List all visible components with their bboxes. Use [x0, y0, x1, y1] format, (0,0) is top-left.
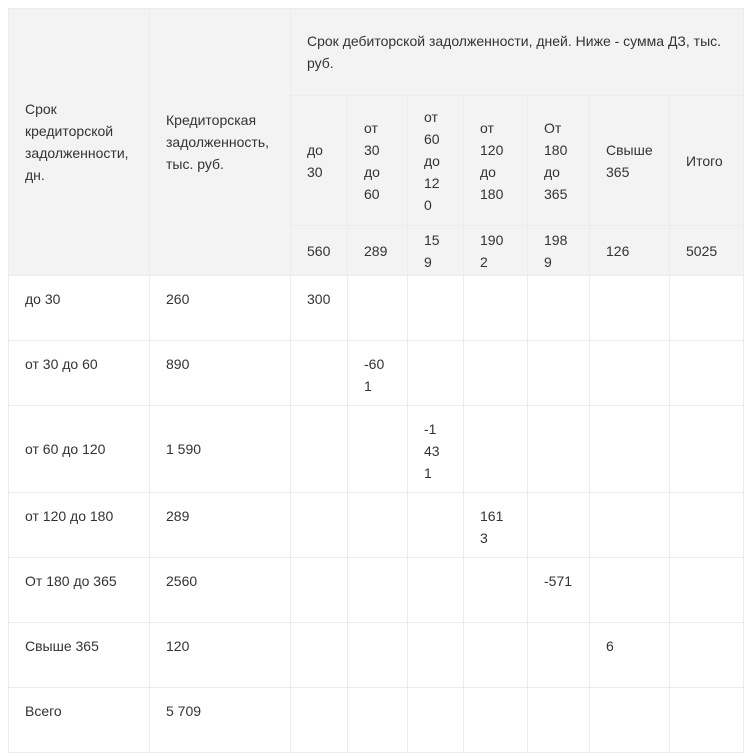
empty-cell [291, 688, 348, 753]
empty-cell [408, 341, 464, 406]
row-term: до 30 [9, 276, 150, 341]
table-row [9, 406, 744, 493]
empty-cell [590, 558, 670, 623]
receivables-payables-table-wrapper [8, 8, 743, 753]
table-row [9, 341, 744, 406]
period-total: 159 [408, 226, 464, 276]
empty-cell [464, 341, 528, 406]
empty-cell [670, 341, 744, 406]
empty-cell [528, 341, 590, 406]
empty-cell [348, 688, 408, 753]
table-row [9, 558, 744, 623]
row-term: Свыше 365 [9, 623, 150, 688]
empty-cell [464, 558, 528, 623]
empty-cell [670, 493, 744, 558]
empty-cell [528, 406, 590, 493]
table-row [9, 493, 744, 558]
period-total: 126 [590, 226, 670, 276]
row-value: 6 [590, 623, 670, 688]
empty-cell [348, 558, 408, 623]
table-row [9, 276, 744, 341]
header-creditor-term: Срок кредиторской задолженности, дн. [9, 9, 150, 276]
header-debtor-title: Срок дебиторской задолженности, дней. Ниже - сумма ДЗ, тыс. руб. [291, 9, 744, 96]
period-header: От 180 до 365 [528, 96, 590, 226]
empty-cell [291, 558, 348, 623]
row-amount: 260 [150, 276, 291, 341]
row-amount: 289 [150, 493, 291, 558]
empty-cell [528, 276, 590, 341]
row-amount: 890 [150, 341, 291, 406]
row-amount: 5 709 [150, 688, 291, 753]
row-term: От 180 до 365 [9, 558, 150, 623]
empty-cell [348, 406, 408, 493]
empty-cell [670, 558, 744, 623]
empty-cell [291, 341, 348, 406]
empty-cell [408, 493, 464, 558]
empty-cell [291, 623, 348, 688]
header-row-1 [9, 9, 744, 96]
period-total: 560 [291, 226, 348, 276]
empty-cell [528, 688, 590, 753]
row-term: Всего [9, 688, 150, 753]
empty-cell [670, 276, 744, 341]
row-value: -601 [348, 341, 408, 406]
row-value: -1 431 [408, 406, 464, 493]
row-amount: 120 [150, 623, 291, 688]
row-value: 1613 [464, 493, 528, 558]
row-term: от 30 до 60 [9, 341, 150, 406]
period-total: 5025 [670, 226, 744, 276]
row-term: от 120 до 180 [9, 493, 150, 558]
empty-cell [590, 341, 670, 406]
period-header: от 120 до 180 [464, 96, 528, 226]
period-header: Свыше 365 [590, 96, 670, 226]
period-total: 1989 [528, 226, 590, 276]
empty-cell [590, 688, 670, 753]
header-creditor-amount: Кредиторская задолженность, тыс. руб. [150, 9, 291, 276]
empty-cell [408, 688, 464, 753]
empty-cell [528, 493, 590, 558]
empty-cell [670, 688, 744, 753]
empty-cell [348, 276, 408, 341]
period-header: от 60 до 120 [408, 96, 464, 226]
receivables-payables-table [8, 8, 744, 753]
empty-cell [291, 406, 348, 493]
period-header: до 30 [291, 96, 348, 226]
empty-cell [590, 276, 670, 341]
table-row-total [9, 688, 744, 753]
empty-cell [464, 406, 528, 493]
empty-cell [348, 623, 408, 688]
row-amount: 2560 [150, 558, 291, 623]
empty-cell [464, 688, 528, 753]
empty-cell [348, 493, 408, 558]
empty-cell [408, 623, 464, 688]
empty-cell [590, 493, 670, 558]
row-value: -571 [528, 558, 590, 623]
empty-cell [464, 276, 528, 341]
empty-cell [670, 406, 744, 493]
row-value: 300 [291, 276, 348, 341]
empty-cell [670, 623, 744, 688]
empty-cell [408, 276, 464, 341]
row-term: от 60 до 120 [9, 406, 150, 493]
empty-cell [590, 406, 670, 493]
period-header: Итого [670, 96, 744, 226]
table-row [9, 623, 744, 688]
empty-cell [408, 558, 464, 623]
empty-cell [528, 623, 590, 688]
empty-cell [464, 623, 528, 688]
row-amount: 1 590 [150, 406, 291, 493]
period-total: 1902 [464, 226, 528, 276]
period-total: 289 [348, 226, 408, 276]
period-header: от 30 до 60 [348, 96, 408, 226]
empty-cell [291, 493, 348, 558]
